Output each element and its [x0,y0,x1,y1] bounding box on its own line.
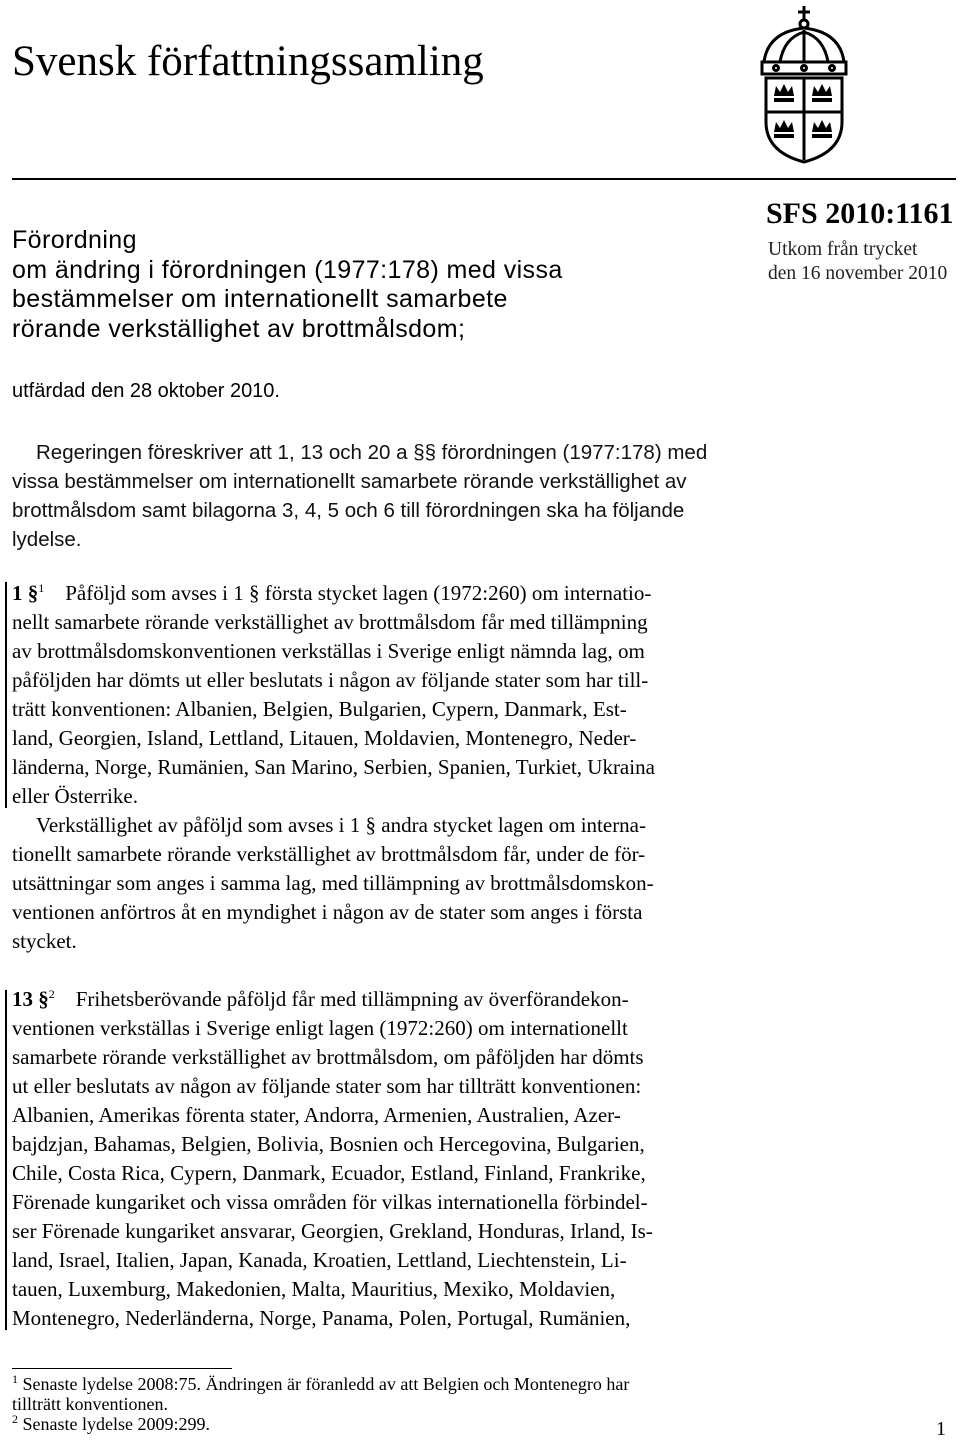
section-text-line: tionellt samarbete rörande verkställighet av brottmålsdom får, under de för- [12,842,646,866]
published-line: Utkom från trycket [768,239,918,260]
section-text-line: eller Österrike. [12,784,138,808]
section-text-line: ser Förenade kungariket ansvarar, Georgien, Grekland, Honduras, Irland, Is- [12,1219,653,1243]
section-text-line: stycket. [12,929,77,953]
section-text-line: Förenade kungariket och vissa områden för vilkas internationella förbindel- [12,1190,648,1214]
page-number: 1 [936,1418,946,1440]
footnote-2 [12,1414,752,1434]
section-text: Påföljd som avses i 1 § första stycket lagen (1972:260) om internatio- [65,581,652,605]
section-1 [12,579,740,956]
document-heading [12,226,563,344]
section-text-line: ventionen verkställas i Sverige enligt lagen (1972:260) om internationellt [12,1016,628,1040]
section-13-first-line [12,985,740,1014]
heading-line: bestämmelser om internationellt samarbete [12,285,508,313]
sfs-number: SFS 2010:1161 [766,197,954,230]
section-text-line: Montenegro, Nederländerna, Norge, Panama, Polen, Portugal, Rumänien, [12,1306,631,1330]
section-13 [12,985,740,1333]
section-text-line: samarbete rörande verkställighet av brottmålsdom, om påföljden har dömts [12,1045,644,1069]
heading-line: rörande verkställighet av brottmålsdom; [12,314,466,343]
footnote-text: Senaste lydelse 2008:75. Ändringen är föranledd av att Belgien och Montenegro har [22,1374,630,1394]
header-rule [12,178,956,180]
section-text-line: Albanien, Amerikas förenta stater, Andorra, Armenien, Australien, Azer- [12,1103,621,1127]
section-number: 1 § [12,581,39,605]
section-text-line: land, Israel, Italien, Japan, Kanada, Kroatien, Lettland, Liechtenstein, Li- [12,1248,627,1272]
footnote-number: 1 [12,1372,18,1386]
section-text-line: trätt konventionen: Albanien, Belgien, Bulgarien, Cypern, Danmark, Est- [12,697,627,721]
section-number: 13 § [12,987,49,1011]
footnote-1-cont: tillträtt konventionen. [12,1394,168,1414]
page-title: Svensk författningssamling [12,38,484,85]
preamble [12,438,736,554]
section-1-first-line [12,579,740,608]
change-bar [5,990,7,1330]
footnote-1 [12,1374,752,1394]
preamble-line: brottmålsdom samt bilagorna 3, 4, 5 och 6 till förordningen ska ha följande [12,499,685,522]
footnote-text: Senaste lydelse 2009:299. [22,1414,210,1434]
heading-line: Förordning [12,226,137,254]
section-text-line: ventionen anförtros åt en myndighet i någon av de stater som anges i första [12,900,643,924]
preamble-line: lydelse. [12,528,82,551]
footnote-rule [12,1368,232,1369]
footnote-number: 2 [12,1412,18,1426]
section-text-line: av brottmålsdomskonventionen verkställas i Sverige enligt nämnda lag, om [12,639,645,663]
footnotes [12,1374,752,1434]
heading-line: om ändring i förordningen (1977:178) med vissa [12,255,563,284]
section-text-line: tauen, Luxemburg, Makedonien, Malta, Mauritius, Mexiko, Moldavien, [12,1277,616,1301]
preamble-line: vissa bestämmelser om internationellt samarbete rörande verkställighet av [12,470,687,493]
section-text-line: Verkställighet av påföljd som avses i 1 § andra stycket lagen om interna- [36,813,646,837]
section-text-line: länderna, Norge, Rumänien, San Marino, Serbien, Spanien, Turkiet, Ukraina [12,755,655,779]
issued-date: utfärdad den 28 oktober 2010. [12,380,280,402]
section-text-line: Chile, Costa Rica, Cypern, Danmark, Ecuador, Estland, Finland, Frankrike, [12,1161,646,1185]
footnote-ref: 2 [48,987,55,1001]
preamble-line: Regeringen föreskriver att 1, 13 och 20 a §§ förordningen (1977:178) med [36,441,708,464]
section-text-line: bajdzjan, Bahamas, Belgien, Bolivia, Bosnien och Hercegovina, Bulgarien, [12,1132,645,1156]
section-text-line: utsättningar som anges i samma lag, med tillämpning av brottmålsdomskon- [12,871,654,895]
section-text-line: ut eller beslutats av någon av följande stater som har tillträtt konventionen: [12,1074,642,1098]
swedish-crown-three-crowns-crest-icon [752,4,956,164]
change-bar [5,582,7,808]
footnote-ref: 1 [38,581,45,595]
section-text-line: nellt samarbete rörande verkställighet av brottmålsdom får med tillämpning [12,610,648,634]
section-text: Frihetsberövande påföljd får med tillämpning av överförandekon- [75,987,629,1011]
published-line: den 16 november 2010 [768,263,948,284]
publication-info [768,238,947,286]
section-text-line: land, Georgien, Island, Lettland, Litauen, Moldavien, Montenegro, Neder- [12,726,637,750]
section-text-line: påföljden har dömts ut eller beslutats i någon av följande stater som har till- [12,668,649,692]
